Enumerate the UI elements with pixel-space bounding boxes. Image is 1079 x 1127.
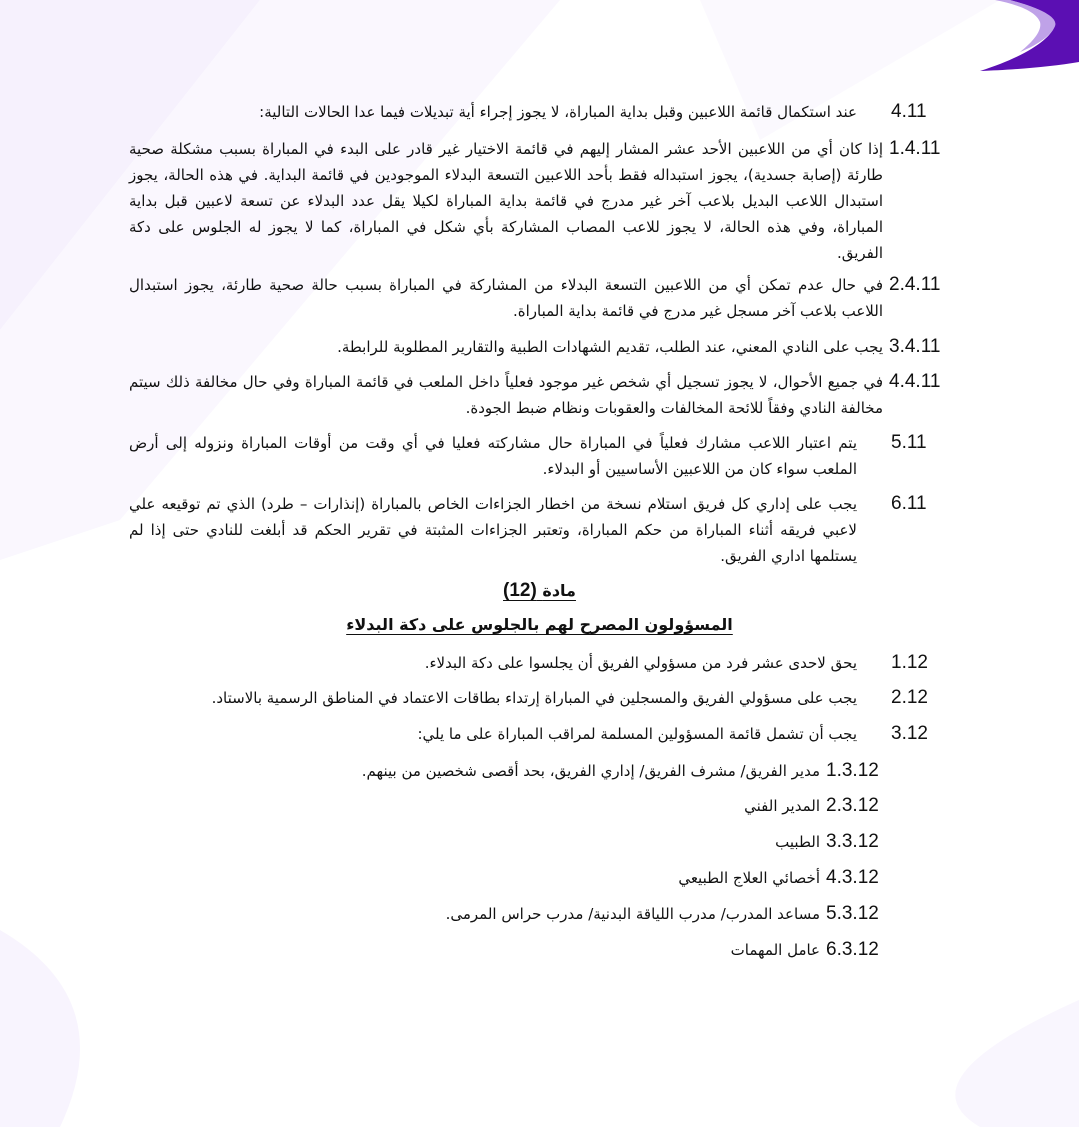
clause-text: يجب أن تشمل قائمة المسؤولين المسلمة لمراقب المباراة على ما يلي: <box>417 725 857 743</box>
clause-text: أخصائي العلاج الطبيعي <box>678 869 820 887</box>
clause-number: 3.4.11 <box>889 336 941 357</box>
clause-number: 6.3.12 <box>826 939 879 960</box>
clause-text: يجب على مسؤولي الفريق والمسجلين في المباراة إرتداء بطاقات الاعتماد في المناطق الرسمية بالاستاد. <box>211 689 857 707</box>
clause-number: 1.3.12 <box>826 760 879 781</box>
clause-number: 3.3.12 <box>826 831 879 852</box>
clause-text: المدير الفني <box>744 797 820 815</box>
clause-text: عامل المهمات <box>730 941 820 959</box>
clause-number: 4.11 <box>891 101 927 122</box>
article-label-word: مادة <box>542 581 576 600</box>
article-12-label <box>0 578 1079 604</box>
clause-4-11 <box>129 99 949 125</box>
clause-number: 2.12 <box>891 687 928 708</box>
clause-number: 3.12 <box>891 723 928 744</box>
clause-number: 5.3.12 <box>826 903 879 924</box>
clause-text: في جميع الأحوال، لا يجوز تسجيل أي شخص غير موجود فعلياً داخل الملعب في قائمة المباراة وفي حال مخالفة ذلك سيتم مخالفة النادي وفقاً للائحة المخالفات والعقوبات ونظام ضبط الجودة. <box>129 373 883 417</box>
clause-6-11 <box>129 491 949 569</box>
clause-text: الطبيب <box>775 833 820 851</box>
clause-text: يحق لاحدى عشر فرد من مسؤولي الفريق أن يجلسوا على دكة البدلاء. <box>424 654 857 672</box>
clause-number: 1.4.11 <box>889 138 941 159</box>
clause-number: 4.4.11 <box>889 371 941 392</box>
clause-3-4-11 <box>129 334 949 360</box>
clause-4-4-11 <box>129 369 949 421</box>
clause-text: مدير الفريق/ مشرف الفريق/ إداري الفريق، بحد أقصى شخصين من بينهم. <box>361 762 820 780</box>
clause-number: 4.3.12 <box>826 867 879 888</box>
clause-number: 5.11 <box>891 432 927 453</box>
clause-number: 6.11 <box>891 493 927 514</box>
clause-text: عند استكمال قائمة اللاعبين وقبل بداية المباراة، لا يجوز إجراء أية تبديلات فيما عدا الحالات التالية: <box>259 103 857 121</box>
clause-text: مساعد المدرب/ مدرب اللياقة البدنية/ مدرب حراس المرمى. <box>445 905 820 923</box>
clause-text: يجب على النادي المعني، عند الطلب، تقديم الشهادات الطبية والتقارير المطلوبة للرابطة. <box>337 338 883 356</box>
clause-number: 2.3.12 <box>826 795 879 816</box>
official-item <box>186 758 886 784</box>
clause-2-4-11 <box>129 272 949 324</box>
clause-number: 1.12 <box>891 652 928 673</box>
clause-number: 2.4.11 <box>889 274 941 295</box>
clause-text: في حال عدم تمكن أي من اللاعبين التسعة البدلاء من المشاركة في المباراة بسبب حالة صحية طارئة، يجوز استبدال اللاعب بلاعب آخر مسجل غير مدرج في قائمة بداية المباراة. <box>129 276 883 320</box>
clause-text: يتم اعتبار اللاعب مشارك فعلياً في المباراة حال مشاركته فعليا في أي وقت من أوقات المباراة ونزوله إلى أرض الملعب سواء كان من اللاعبين الأساسيين أو البدلاء. <box>129 434 857 478</box>
clause-5-11 <box>129 430 949 482</box>
clause-2-12 <box>129 685 949 711</box>
clause-text: يجب على إداري كل فريق استلام نسخة من اخطار الجزاءات الخاص بالمباراة (إنذارات – طرد) الذي تم توقيعه علي لاعبي فريقه أثناء المباراة من حكم المباراة، وتعتبر الجزاءات المثبتة في تقرير الحكم قد أبلغت للنادي حتى إذا لم يستلمها اداري الفريق. <box>129 495 857 565</box>
clause-1-12 <box>129 650 949 676</box>
official-item <box>186 829 886 855</box>
clause-text: إذا كان أي من اللاعبين الأحد عشر المشار إليهم في قائمة الاختيار غير قادر على البدء في المباراة بسبب مشكلة صحية طارئة (إصابة جسدية)، يجوز استبداله فقط بأحد اللاعبين التسعة البدلاء الموجودين في قائمة البداية. في هذه الحالة، يجوز استبدال اللاعب البديل بلاعب آخر غير مدرج في قائمة بداية المباراة لكيلا يقل عدد البدلاء عن تسعة لاعبين قبل بداية المباراة، وفي هذه الحالة، لا يجوز للاعب المصاب المشاركة بأي شكل في المباراة، كما لا يجوز له الجلوس على دكة الفريق. <box>129 140 883 262</box>
official-item <box>186 901 886 927</box>
article-12-title: المسؤولون المصرح لهم بالجلوس على دكة البدلاء <box>346 615 733 634</box>
official-item <box>186 865 886 891</box>
article-label-number: (12) <box>503 580 537 601</box>
clause-3-12 <box>129 721 949 747</box>
official-item <box>186 937 886 963</box>
clause-1-4-11 <box>129 136 949 266</box>
official-item <box>186 793 886 819</box>
